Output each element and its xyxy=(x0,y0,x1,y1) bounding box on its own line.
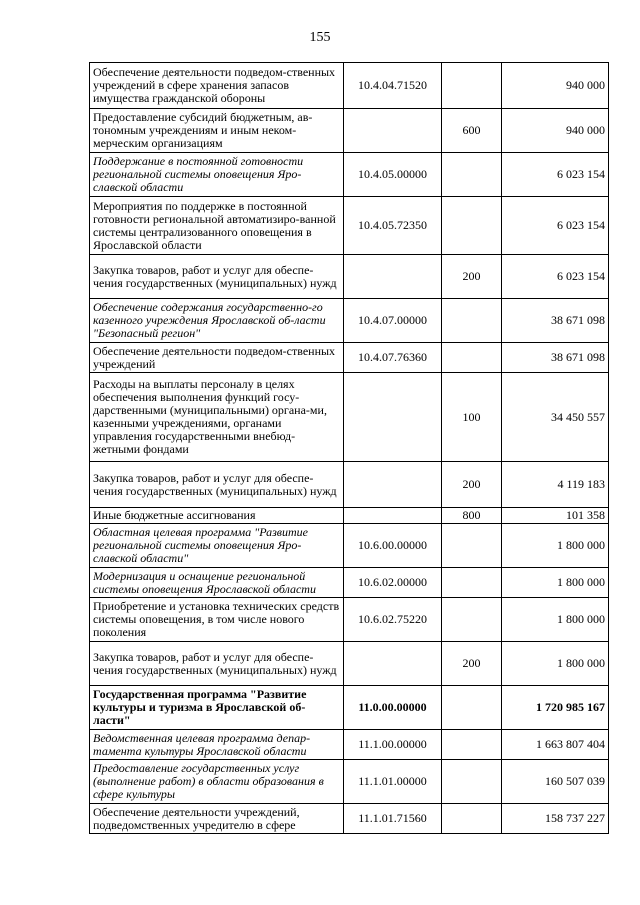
row-sum-cell: 158 737 227 xyxy=(502,804,609,834)
row-sum-cell: 101 358 xyxy=(502,508,609,524)
row-name-cell: Обеспечение содержания государственно-го казенного учреждения Ярославской об-ласти "Безопасный регион" xyxy=(90,299,344,343)
row-expense-type-cell: 800 xyxy=(442,508,502,524)
row-name-cell: Мероприятия по поддержке в постоянной готовности региональной автоматизиро-ванной системы централизованного оповещения в Ярославской области xyxy=(90,197,344,255)
table-row xyxy=(90,686,609,730)
row-name-cell: Закупка товаров, работ и услуг для обеспе-чения государственных (муниципальных) нужд xyxy=(90,462,344,508)
row-name-cell: Закупка товаров, работ и услуг для обеспе-чения государственных (муниципальных) нужд xyxy=(90,642,344,686)
table-row xyxy=(90,153,609,197)
table-row xyxy=(90,255,609,299)
row-sum-cell: 6 023 154 xyxy=(502,255,609,299)
row-name-cell: Обеспечение деятельности учреждений, подведомственных учредителю в сфере xyxy=(90,804,344,834)
row-name-cell: Обеспечение деятельности подведом-ственных учреждений в сфере хранения запасов имущества гражданской обороны xyxy=(90,63,344,109)
row-sum-cell: 1 663 807 404 xyxy=(502,730,609,760)
row-name-cell: Иные бюджетные ассигнования xyxy=(90,508,344,524)
row-sum-cell: 1 800 000 xyxy=(502,598,609,642)
row-code-cell: 11.1.01.00000 xyxy=(344,760,442,804)
row-sum-cell: 38 671 098 xyxy=(502,343,609,373)
table-row xyxy=(90,508,609,524)
table-row xyxy=(90,343,609,373)
table-row xyxy=(90,109,609,153)
row-sum-cell: 38 671 098 xyxy=(502,299,609,343)
table-row xyxy=(90,197,609,255)
row-code-cell: 10.4.07.00000 xyxy=(344,299,442,343)
table-row xyxy=(90,63,609,109)
row-sum-cell: 1 800 000 xyxy=(502,568,609,598)
table-row xyxy=(90,568,609,598)
row-code-cell: 10.4.07.76360 xyxy=(344,343,442,373)
row-expense-type-cell xyxy=(442,299,502,343)
row-expense-type-cell: 200 xyxy=(442,462,502,508)
row-expense-type-cell xyxy=(442,686,502,730)
row-sum-cell: 1 800 000 xyxy=(502,642,609,686)
row-expense-type-cell: 200 xyxy=(442,642,502,686)
row-expense-type-cell xyxy=(442,568,502,598)
row-expense-type-cell xyxy=(442,598,502,642)
row-name-cell: Предоставление государственных услуг (выполнение работ) в области образования в сфере культуры xyxy=(90,760,344,804)
budget-table xyxy=(89,62,609,834)
row-name-cell: Предоставление субсидий бюджетным, ав-тономным учреждениям и иным неком-мерческим организациям xyxy=(90,109,344,153)
row-expense-type-cell xyxy=(442,730,502,760)
row-name-cell: Обеспечение деятельности подведом-ственных учреждений xyxy=(90,343,344,373)
row-name-cell: Закупка товаров, работ и услуг для обеспе-чения государственных (муниципальных) нужд xyxy=(90,255,344,299)
row-code-cell xyxy=(344,508,442,524)
row-sum-cell: 1 800 000 xyxy=(502,524,609,568)
row-expense-type-cell xyxy=(442,760,502,804)
row-expense-type-cell: 100 xyxy=(442,373,502,462)
row-name-cell: Поддержание в постоянной готовности региональной системы оповещения Яро-славской области xyxy=(90,153,344,197)
row-code-cell xyxy=(344,373,442,462)
row-sum-cell: 940 000 xyxy=(502,63,609,109)
row-code-cell xyxy=(344,642,442,686)
row-code-cell xyxy=(344,255,442,299)
table-row xyxy=(90,373,609,462)
row-code-cell xyxy=(344,462,442,508)
row-code-cell: 11.0.00.00000 xyxy=(344,686,442,730)
row-name-cell: Ведомственная целевая программа депар-тамента культуры Ярославской области xyxy=(90,730,344,760)
row-code-cell: 10.6.00.00000 xyxy=(344,524,442,568)
row-code-cell: 10.4.04.71520 xyxy=(344,63,442,109)
row-code-cell: 10.6.02.75220 xyxy=(344,598,442,642)
row-expense-type-cell xyxy=(442,343,502,373)
row-expense-type-cell xyxy=(442,153,502,197)
table-row xyxy=(90,524,609,568)
table-row xyxy=(90,462,609,508)
row-sum-cell: 6 023 154 xyxy=(502,197,609,255)
table-row xyxy=(90,760,609,804)
row-name-cell: Областная целевая программа "Развитие региональной системы оповещения Яро-славской области" xyxy=(90,524,344,568)
table-row xyxy=(90,642,609,686)
row-code-cell: 11.1.00.00000 xyxy=(344,730,442,760)
table-row xyxy=(90,598,609,642)
row-code-cell: 10.4.05.00000 xyxy=(344,153,442,197)
row-sum-cell: 1 720 985 167 xyxy=(502,686,609,730)
page-number: 155 xyxy=(309,30,331,45)
row-code-cell: 10.6.02.00000 xyxy=(344,568,442,598)
row-name-cell: Модернизация и оснащение региональной системы оповещения Ярославской области xyxy=(90,568,344,598)
row-sum-cell: 160 507 039 xyxy=(502,760,609,804)
table-row xyxy=(90,299,609,343)
row-expense-type-cell xyxy=(442,524,502,568)
row-sum-cell: 34 450 557 xyxy=(502,373,609,462)
budget-table-body xyxy=(90,63,609,834)
row-sum-cell: 940 000 xyxy=(502,109,609,153)
row-code-cell: 10.4.05.72350 xyxy=(344,197,442,255)
row-name-cell: Государственная программа "Развитие культуры и туризма в Ярославской об-ласти" xyxy=(90,686,344,730)
row-name-cell: Приобретение и установка технических средств системы оповещения, в том числе нового поколения xyxy=(90,598,344,642)
row-expense-type-cell: 200 xyxy=(442,255,502,299)
row-name-cell: Расходы на выплаты персоналу в целях обеспечения выполнения функций госу-дарственными (муниципальными) органа-ми, казенными учреждениями, органами управления государственными внебюд-жетными фондами xyxy=(90,373,344,462)
row-expense-type-cell xyxy=(442,197,502,255)
row-expense-type-cell: 600 xyxy=(442,109,502,153)
row-code-cell: 11.1.01.71560 xyxy=(344,804,442,834)
row-sum-cell: 6 023 154 xyxy=(502,153,609,197)
row-code-cell xyxy=(344,109,442,153)
row-expense-type-cell xyxy=(442,63,502,109)
table-row xyxy=(90,730,609,760)
table-row xyxy=(90,804,609,834)
row-expense-type-cell xyxy=(442,804,502,834)
row-sum-cell: 4 119 183 xyxy=(502,462,609,508)
